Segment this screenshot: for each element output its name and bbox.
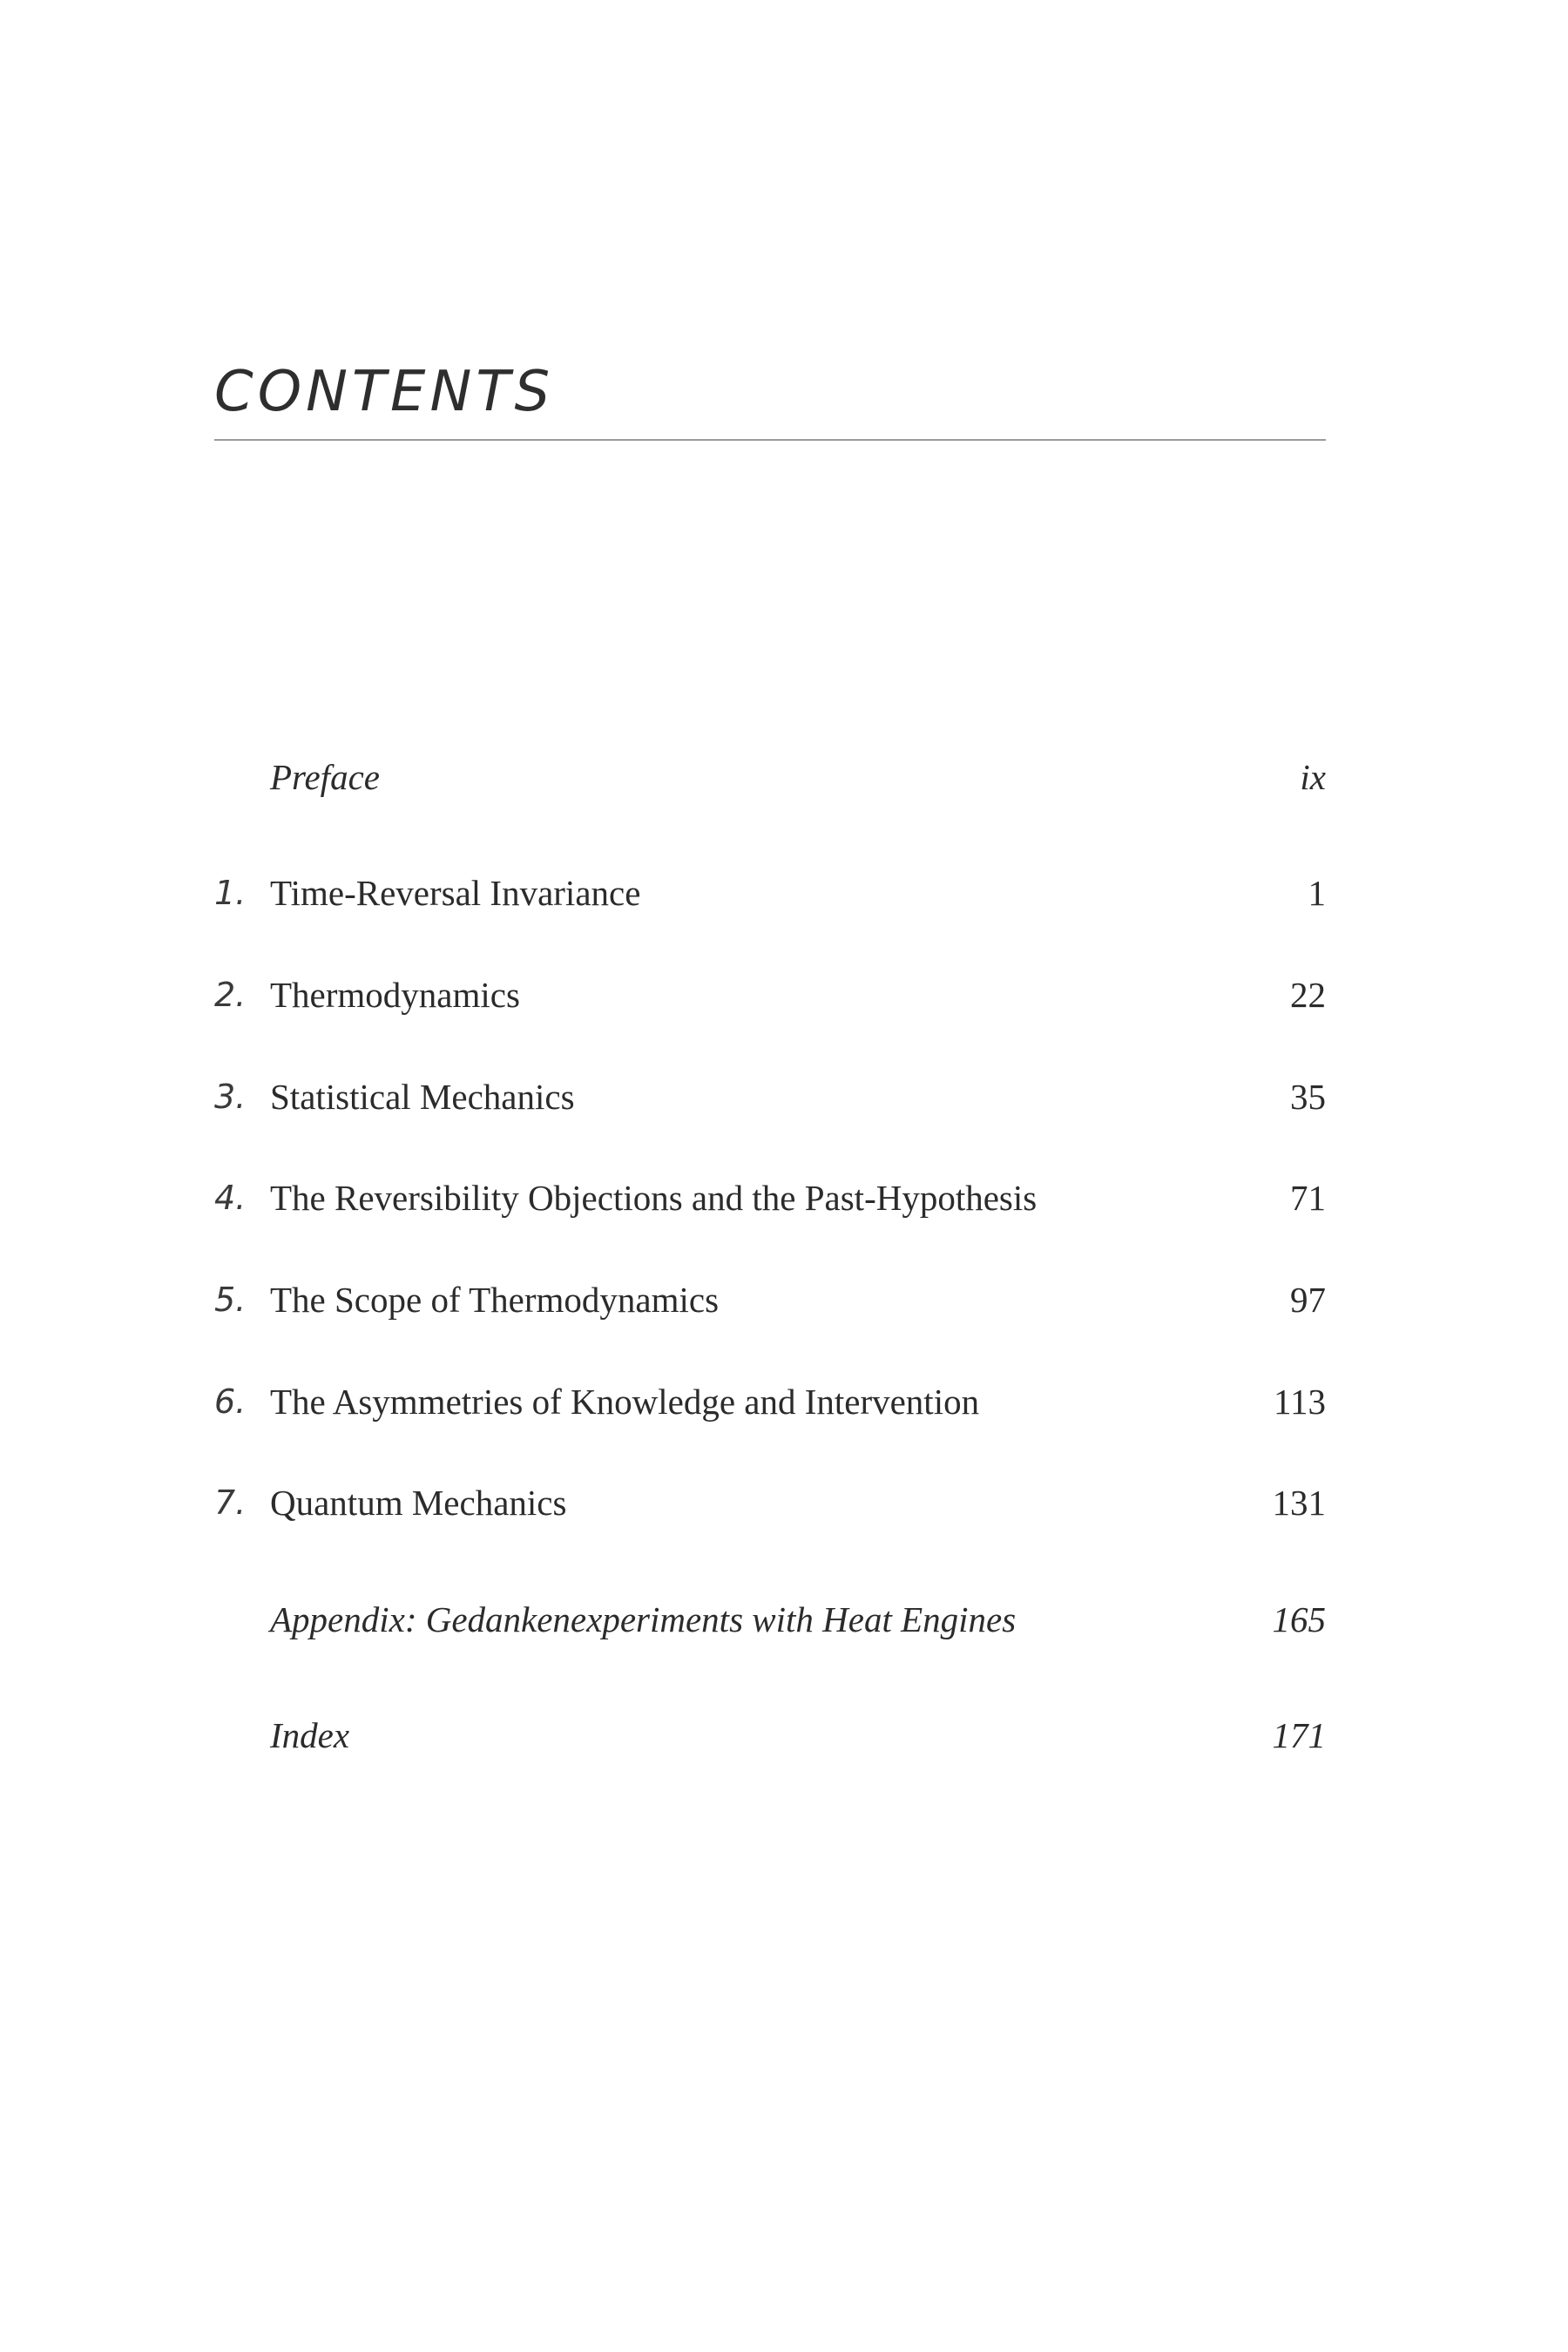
toc-entry-number: 5. (214, 1281, 247, 1319)
toc-entry-number: 7. (214, 1484, 247, 1522)
toc-entry-chapter-3 (214, 1071, 1326, 1123)
toc-entry-title: The Reversibility Objections and the Past-Hypothesis (270, 1178, 1037, 1218)
toc-entry-title: Appendix: Gedankenexperiments with Heat Engines (270, 1599, 1017, 1639)
toc-entry-title: Time-Reversal Invariance (270, 873, 641, 913)
toc-entry-page: 97 (1290, 1280, 1326, 1320)
toc-entry-chapter-5 (214, 1274, 1326, 1326)
toc-entry-appendix (214, 1593, 1326, 1646)
toc-entry-title: Quantum Mechanics (270, 1483, 567, 1523)
toc-entry-chapter-7 (214, 1477, 1326, 1529)
toc-entry-title: Thermodynamics (270, 975, 520, 1015)
toc-entry-title: Statistical Mechanics (270, 1077, 575, 1117)
toc-entry-chapter-2 (214, 969, 1326, 1021)
toc-entry-chapter-4 (214, 1172, 1326, 1224)
toc-entry-page: 1 (1308, 873, 1326, 913)
toc-entry-page: 171 (1272, 1715, 1326, 1755)
toc-entry-chapter-6 (214, 1375, 1326, 1428)
toc-entry-page: 35 (1290, 1077, 1326, 1117)
toc-entry-number: 3. (214, 1078, 247, 1116)
toc-entry-number: 1. (214, 874, 247, 912)
toc-entry-page: 165 (1272, 1599, 1326, 1639)
toc-entry-number: 6. (214, 1382, 247, 1421)
toc-entry-number: 2. (214, 976, 247, 1014)
toc-entry-title: Preface (270, 757, 380, 797)
toc-entry-index (214, 1709, 1326, 1761)
toc-entry-preface (214, 751, 1326, 803)
toc-entry-title: The Asymmetries of Knowledge and Intervention (270, 1382, 980, 1422)
toc-entry-page: 113 (1274, 1382, 1326, 1422)
toc-entry-page: ix (1300, 757, 1326, 797)
toc-entry-title: The Scope of Thermodynamics (270, 1280, 720, 1320)
toc-entry-chapter-1 (214, 867, 1326, 919)
toc-entry-page: 22 (1290, 975, 1326, 1015)
toc-entry-number: 4. (214, 1179, 247, 1217)
page-title: CONTENTS (214, 360, 555, 424)
toc-entry-page: 131 (1272, 1483, 1326, 1523)
table-of-contents (214, 0, 1326, 2352)
toc-entry-title: Index (270, 1715, 350, 1755)
toc-entry-page: 71 (1290, 1178, 1326, 1218)
